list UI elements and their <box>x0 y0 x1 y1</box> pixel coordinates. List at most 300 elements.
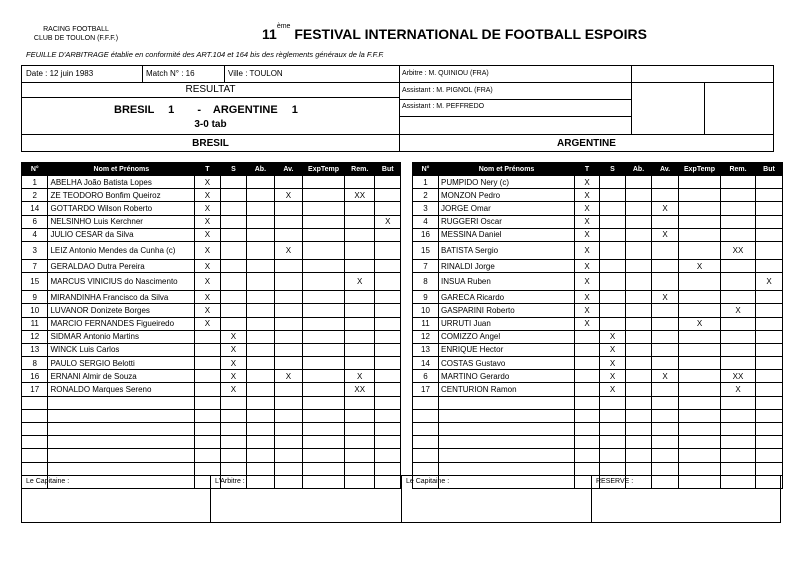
home-cell-av: X <box>274 370 303 383</box>
home-player-row <box>22 409 401 422</box>
away-cell-t <box>575 449 600 462</box>
away-cell-s <box>600 436 626 449</box>
home-cell-exp <box>303 176 345 189</box>
home-cell-rem: XX <box>344 383 375 396</box>
away-cell-rem <box>721 317 756 330</box>
home-cell-ab <box>247 396 275 409</box>
home-cell-no: 1 <box>22 176 48 189</box>
home-cell-av <box>274 304 303 317</box>
match-city: Ville : TOULON <box>228 69 283 78</box>
away-cell-but <box>756 462 783 475</box>
away-cell-exp <box>679 330 721 343</box>
away-cell-exp <box>679 423 721 436</box>
away-cell-av: X <box>652 202 679 215</box>
away-cell-s: X <box>600 370 626 383</box>
home-cell-name: RONALDO Marques Sereno <box>48 383 195 396</box>
away-cell-t: X <box>575 241 600 259</box>
away-cell-t <box>575 357 600 370</box>
away-player-row <box>413 449 783 462</box>
away-cell-rem <box>721 449 756 462</box>
away-cell-no: 4 <box>413 215 439 228</box>
home-cell-but <box>375 409 401 422</box>
home-cell-rem <box>344 436 375 449</box>
away-cell-ab <box>626 273 652 291</box>
home-cell-av: X <box>274 189 303 202</box>
title-number: 11 <box>262 26 277 42</box>
away-cell-t: X <box>575 291 600 304</box>
home-cell-t <box>195 462 220 475</box>
home-cell-t <box>195 436 220 449</box>
away-cell-rem <box>721 291 756 304</box>
home-cell-s: X <box>220 383 246 396</box>
home-player-row <box>22 202 401 215</box>
away-cell-t: X <box>575 304 600 317</box>
home-captain-signature[interactable] <box>22 476 211 522</box>
away-player-row <box>413 215 783 228</box>
home-captain-label: Le Capitaine : <box>26 478 70 485</box>
home-cell-exp <box>303 370 345 383</box>
assistant-1: Assistant : M. PIGNOL (FRA) <box>402 87 493 94</box>
home-cell-but <box>375 383 401 396</box>
home-cell-but <box>375 330 401 343</box>
home-col-header: T <box>195 163 220 176</box>
home-cell-t: X <box>195 273 220 291</box>
home-cell-t: X <box>195 317 220 330</box>
home-cell-name: MARCIO FERNANDES Figueiredo <box>48 317 195 330</box>
away-player-row <box>413 176 783 189</box>
home-cell-rem <box>344 409 375 422</box>
reserve-box[interactable] <box>592 476 780 522</box>
home-cell-ab <box>247 304 275 317</box>
home-cell-t: X <box>195 176 220 189</box>
home-col-header: Nom et Prénoms <box>48 163 195 176</box>
home-cell-exp <box>303 259 345 272</box>
away-cell-name: INSUA Ruben <box>439 273 575 291</box>
away-cell-s: X <box>600 383 626 396</box>
away-player-row <box>413 189 783 202</box>
home-cell-but <box>375 189 401 202</box>
away-player-row <box>413 259 783 272</box>
away-cell-but <box>756 228 783 241</box>
home-cell-but <box>375 449 401 462</box>
home-cell-av <box>274 383 303 396</box>
home-cell-but <box>375 228 401 241</box>
away-player-row <box>413 383 783 396</box>
away-captain-signature[interactable] <box>402 476 592 522</box>
away-cell-s <box>600 317 626 330</box>
away-cell-s <box>600 409 626 422</box>
home-cell-ab <box>247 383 275 396</box>
away-cell-s <box>600 449 626 462</box>
match-date: Date : 12 juin 1983 <box>26 69 94 78</box>
away-cell-but <box>756 330 783 343</box>
home-cell-ab <box>247 176 275 189</box>
home-cell-t <box>195 396 220 409</box>
home-cell-rem <box>344 304 375 317</box>
away-cell-name: PUMPIDO Nery (c) <box>439 176 575 189</box>
home-cell-exp <box>303 273 345 291</box>
home-cell-t <box>195 357 220 370</box>
home-cell-no <box>22 409 48 422</box>
away-cell-no: 14 <box>413 357 439 370</box>
home-cell-t: X <box>195 241 220 259</box>
home-cell-t: X <box>195 259 220 272</box>
home-cell-ab <box>247 357 275 370</box>
home-player-row <box>22 259 401 272</box>
away-cell-exp <box>679 202 721 215</box>
away-cell-t: X <box>575 189 600 202</box>
home-cell-no: 15 <box>22 273 48 291</box>
home-cell-t <box>195 449 220 462</box>
home-cell-s <box>220 449 246 462</box>
home-cell-no: 11 <box>22 317 48 330</box>
away-cell-rem <box>721 273 756 291</box>
home-cell-name: JULIO CESAR da Silva <box>48 228 195 241</box>
home-cell-ab <box>247 291 275 304</box>
home-cell-but <box>375 357 401 370</box>
away-cell-but: X <box>756 273 783 291</box>
home-cell-name: LUVANOR Donizete Borges <box>48 304 195 317</box>
home-cell-av <box>274 409 303 422</box>
away-score: 1 <box>291 104 298 116</box>
match-info-box <box>21 65 774 152</box>
home-cell-no: 14 <box>22 202 48 215</box>
home-cell-name: MARCUS VINICIUS do Nascimento <box>48 273 195 291</box>
home-cell-name: ABELHA João Batista Lopes <box>48 176 195 189</box>
away-cell-ab <box>626 202 652 215</box>
home-cell-s <box>220 396 246 409</box>
away-cell-name: MESSINA Daniel <box>439 228 575 241</box>
home-cell-name: MIRANDINHA Francisco da Silva <box>48 291 195 304</box>
home-cell-t: X <box>195 202 220 215</box>
home-cell-name: GERALDAO Dutra Pereira <box>48 259 195 272</box>
home-cell-name <box>48 449 195 462</box>
home-cell-exp <box>303 423 345 436</box>
home-cell-exp <box>303 383 345 396</box>
away-cell-av <box>652 189 679 202</box>
assistant-2: Assistant : M. PEFFREDO <box>402 103 485 110</box>
home-cell-s <box>220 291 246 304</box>
away-cell-no: 2 <box>413 189 439 202</box>
away-cell-but <box>756 241 783 259</box>
away-cell-av <box>652 383 679 396</box>
home-col-header: Av. <box>274 163 303 176</box>
away-cell-exp <box>679 409 721 422</box>
home-cell-exp <box>303 409 345 422</box>
away-cell-ab <box>626 241 652 259</box>
away-cell-av: X <box>652 370 679 383</box>
away-cell-rem: X <box>721 383 756 396</box>
home-cell-rem <box>344 228 375 241</box>
away-cell-no: 6 <box>413 370 439 383</box>
home-cell-exp <box>303 330 345 343</box>
home-cell-av <box>274 423 303 436</box>
home-cell-t: X <box>195 189 220 202</box>
home-cell-but <box>375 396 401 409</box>
away-cell-but <box>756 215 783 228</box>
resultat-label: RESULTAT <box>185 84 236 95</box>
away-cell-av <box>652 273 679 291</box>
away-cell-s <box>600 189 626 202</box>
home-cell-name: GOTTARDO Wilson Roberto <box>48 202 195 215</box>
home-cell-ab <box>247 189 275 202</box>
away-cell-no <box>413 409 439 422</box>
away-team-name: ARGENTINE <box>212 104 278 116</box>
home-cell-no: 8 <box>22 357 48 370</box>
away-roster-table <box>412 162 783 489</box>
home-player-row <box>22 215 401 228</box>
away-cell-ab <box>626 291 652 304</box>
subtitle: FEUILLE D'ARBITRAGE établie en conformité des ART.104 et 164 bis des règlements généraux de la F.F.F. <box>26 50 385 59</box>
away-player-row <box>413 370 783 383</box>
away-col-header: ExpTemp <box>679 163 721 176</box>
away-cell-s <box>600 241 626 259</box>
away-cell-but <box>756 396 783 409</box>
home-cell-name <box>48 396 195 409</box>
away-cell-rem <box>721 423 756 436</box>
home-col-header: Ab. <box>247 163 275 176</box>
home-cell-ab <box>247 317 275 330</box>
home-col-header: N° <box>22 163 48 176</box>
home-cell-name <box>48 462 195 475</box>
away-cell-no <box>413 449 439 462</box>
home-cell-name: ZE TEODORO Bonfim Queiroz <box>48 189 195 202</box>
away-cell-s <box>600 228 626 241</box>
away-cell-ab <box>626 436 652 449</box>
home-cell-but <box>375 304 401 317</box>
away-cell-s <box>600 291 626 304</box>
away-cell-exp: X <box>679 259 721 272</box>
home-cell-name: LEIZ Antonio Mendes da Cunha (c) <box>48 241 195 259</box>
away-cell-rem: XX <box>721 241 756 259</box>
away-cell-s <box>600 215 626 228</box>
home-cell-ab <box>247 273 275 291</box>
home-cell-ab <box>247 462 275 475</box>
away-cell-t: X <box>575 228 600 241</box>
home-cell-exp <box>303 241 345 259</box>
home-col-header: S <box>220 163 246 176</box>
home-cell-av <box>274 462 303 475</box>
away-cell-but <box>756 357 783 370</box>
home-col-header: ExpTemp <box>303 163 345 176</box>
home-player-row <box>22 330 401 343</box>
home-player-row <box>22 423 401 436</box>
away-cell-name: COMIZZO Angel <box>439 330 575 343</box>
home-cell-s <box>220 423 246 436</box>
away-cell-s: X <box>600 330 626 343</box>
away-cell-no <box>413 462 439 475</box>
away-cell-rem <box>721 436 756 449</box>
home-cell-rem <box>344 291 375 304</box>
away-cell-name: MONZON Pedro <box>439 189 575 202</box>
away-cell-but <box>756 259 783 272</box>
home-cell-no: 3 <box>22 241 48 259</box>
away-cell-t <box>575 370 600 383</box>
away-cell-ab <box>626 409 652 422</box>
away-cell-no: 10 <box>413 304 439 317</box>
home-cell-rem <box>344 259 375 272</box>
home-cell-exp <box>303 215 345 228</box>
home-cell-exp <box>303 357 345 370</box>
home-player-row <box>22 304 401 317</box>
away-cell-ab <box>626 228 652 241</box>
title-superscript: ème <box>276 23 291 30</box>
away-cell-but <box>756 343 783 356</box>
away-cell-name: COSTAS Gustavo <box>439 357 575 370</box>
home-cell-rem <box>344 462 375 475</box>
home-cell-av <box>274 436 303 449</box>
away-cell-rem <box>721 259 756 272</box>
away-cell-name: RUGGERI Oscar <box>439 215 575 228</box>
away-player-row <box>413 409 783 422</box>
away-cell-t: X <box>575 259 600 272</box>
home-cell-name: NELSINHO Luis Kerchner <box>48 215 195 228</box>
home-cell-av <box>274 228 303 241</box>
home-cell-t <box>195 330 220 343</box>
away-cell-t: X <box>575 215 600 228</box>
home-cell-but <box>375 273 401 291</box>
away-cell-no <box>413 396 439 409</box>
away-cell-name: CENTURION Ramon <box>439 383 575 396</box>
home-cell-t: X <box>195 228 220 241</box>
away-cell-no: 15 <box>413 241 439 259</box>
home-cell-ab <box>247 228 275 241</box>
away-cell-av <box>652 343 679 356</box>
away-player-row <box>413 423 783 436</box>
home-cell-ab <box>247 370 275 383</box>
away-cell-av <box>652 423 679 436</box>
home-cell-no: 10 <box>22 304 48 317</box>
away-player-row <box>413 330 783 343</box>
away-col-header: Rem. <box>721 163 756 176</box>
away-cell-exp <box>679 304 721 317</box>
away-cell-av <box>652 396 679 409</box>
home-cell-exp <box>303 343 345 356</box>
home-cell-exp <box>303 202 345 215</box>
home-roster-table <box>21 162 401 489</box>
home-cell-no: 12 <box>22 330 48 343</box>
away-cell-no: 12 <box>413 330 439 343</box>
away-cell-exp <box>679 396 721 409</box>
home-cell-rem <box>344 241 375 259</box>
home-cell-no: 9 <box>22 291 48 304</box>
away-cell-but <box>756 304 783 317</box>
referee-signature[interactable] <box>211 476 402 522</box>
home-cell-ab <box>247 449 275 462</box>
reserve-label: RESERVE : <box>596 478 634 485</box>
home-cell-exp <box>303 228 345 241</box>
away-cell-t: X <box>575 176 600 189</box>
home-cell-s <box>220 409 246 422</box>
away-col-header: Nom et Prénoms <box>439 163 575 176</box>
penalties-result: 3-0 tab <box>194 119 227 130</box>
away-cell-ab <box>626 396 652 409</box>
away-col-header: T <box>575 163 600 176</box>
home-cell-s <box>220 273 246 291</box>
home-cell-rem <box>344 343 375 356</box>
away-cell-but <box>756 449 783 462</box>
signature-box <box>21 475 781 523</box>
home-cell-s <box>220 317 246 330</box>
home-cell-exp <box>303 317 345 330</box>
home-cell-no: 16 <box>22 370 48 383</box>
home-player-row <box>22 436 401 449</box>
home-player-row <box>22 317 401 330</box>
away-cell-no: 1 <box>413 176 439 189</box>
home-cell-name: WINCK Luis Carlos <box>48 343 195 356</box>
away-cell-but <box>756 291 783 304</box>
home-cell-ab <box>247 423 275 436</box>
away-cell-name: BATISTA Sergio <box>439 241 575 259</box>
home-cell-ab <box>247 343 275 356</box>
away-cell-ab <box>626 357 652 370</box>
away-cell-av <box>652 215 679 228</box>
home-cell-t <box>195 370 220 383</box>
home-cell-av <box>274 259 303 272</box>
home-cell-but <box>375 176 401 189</box>
home-cell-av <box>274 273 303 291</box>
home-cell-t <box>195 343 220 356</box>
home-cell-av <box>274 202 303 215</box>
away-cell-but <box>756 409 783 422</box>
home-cell-t: X <box>195 304 220 317</box>
home-cell-s <box>220 202 246 215</box>
home-cell-no: 7 <box>22 259 48 272</box>
away-cell-t <box>575 436 600 449</box>
away-cell-t: X <box>575 273 600 291</box>
away-cell-av <box>652 409 679 422</box>
away-player-row <box>413 241 783 259</box>
home-cell-s: X <box>220 343 246 356</box>
home-cell-but <box>375 343 401 356</box>
away-cell-rem <box>721 189 756 202</box>
away-player-row <box>413 317 783 330</box>
away-cell-no: 17 <box>413 383 439 396</box>
away-player-row <box>413 436 783 449</box>
away-cell-exp <box>679 370 721 383</box>
home-cell-ab <box>247 436 275 449</box>
away-cell-ab <box>626 304 652 317</box>
away-cell-av <box>652 259 679 272</box>
away-cell-exp <box>679 343 721 356</box>
away-cell-rem <box>721 462 756 475</box>
away-cell-ab <box>626 330 652 343</box>
page-title <box>262 23 647 42</box>
title-text: FESTIVAL INTERNATIONAL DE FOOTBALL ESPOIRS <box>294 26 647 42</box>
home-player-row <box>22 228 401 241</box>
away-cell-s <box>600 462 626 475</box>
home-cell-exp <box>303 396 345 409</box>
away-cell-av <box>652 317 679 330</box>
away-cell-name: URRUTI Juan <box>439 317 575 330</box>
home-cell-exp <box>303 304 345 317</box>
away-team-label: ARGENTINE <box>557 138 616 149</box>
away-cell-t <box>575 423 600 436</box>
away-cell-exp <box>679 436 721 449</box>
match-number: Match N° : 16 <box>146 69 195 78</box>
home-cell-rem <box>344 215 375 228</box>
home-score: 1 <box>168 104 175 116</box>
away-cell-av <box>652 176 679 189</box>
away-player-row <box>413 357 783 370</box>
referee: Arbitre : M. QUINIOU (FRA) <box>402 70 489 77</box>
away-col-header: Ab. <box>626 163 652 176</box>
away-col-header: S <box>600 163 626 176</box>
away-cell-no <box>413 436 439 449</box>
away-roster-header <box>413 163 783 176</box>
away-cell-s <box>600 259 626 272</box>
away-cell-name: ENRIQUE Hector <box>439 343 575 356</box>
